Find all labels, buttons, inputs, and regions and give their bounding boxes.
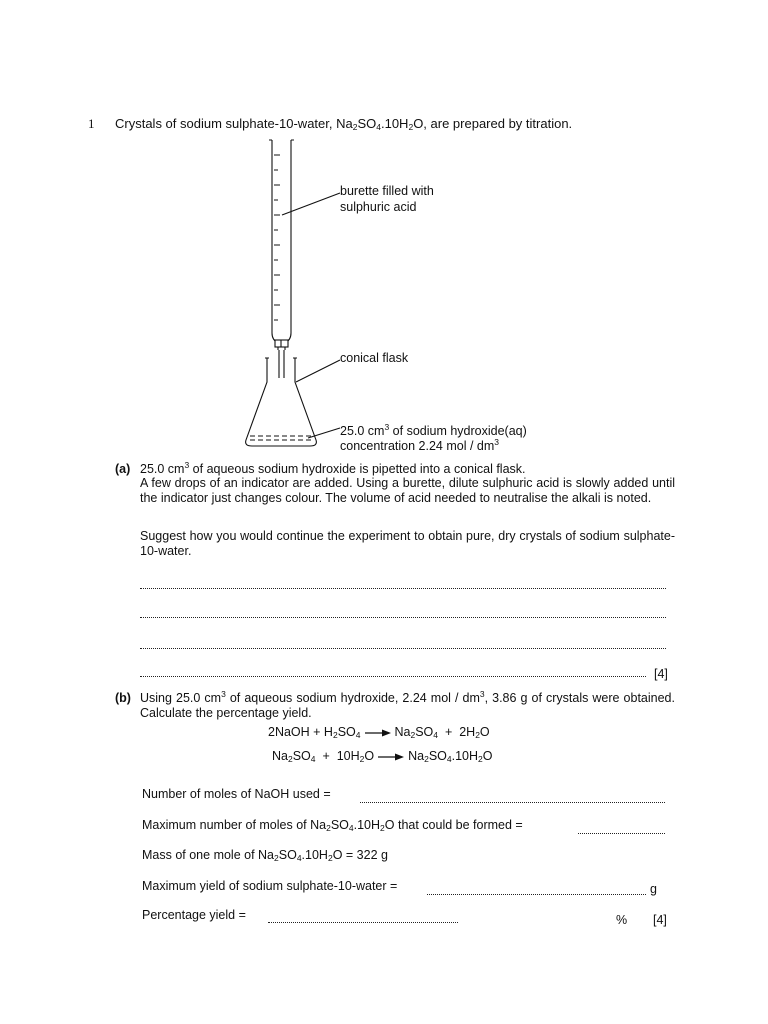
max-moles-answer[interactable] — [578, 833, 665, 834]
naoh-label-line2: concentration 2.24 mol / $dm^3$ — [340, 437, 499, 453]
mass-one-mole: Mass of one mole of $Na_2SO_4.10H_2O = 322$ g — [142, 848, 388, 863]
part-a-marks: [4] — [654, 667, 668, 681]
question-intro: Crystals of sodium sulphate-10-water, $Na_2SO_4.10H_2O$, are prepared by titration. — [115, 116, 573, 132]
part-b-label: (b) — [115, 691, 131, 705]
reaction-arrow-icon — [378, 753, 404, 761]
max-yield-answer[interactable] — [427, 894, 646, 895]
naoh-label-line1: 25.0 $cm^3$ of sodium hydroxide(aq) — [340, 422, 527, 438]
part-a-label: (a) — [115, 462, 131, 476]
max-yield-unit: g — [650, 882, 657, 896]
moles-naoh-answer[interactable] — [360, 802, 665, 803]
answer-line-a2[interactable] — [140, 617, 666, 618]
answer-line-a1[interactable] — [140, 588, 666, 589]
part-b-marks: [4] — [653, 913, 667, 927]
equation-2: $Na_2SO_4 + 10H_2O$ $Na_2SO_4.10H_2O$ — [272, 749, 493, 764]
max-yield-label: Maximum yield of sodium sulphate-10-water = — [142, 879, 398, 893]
question-number: 1 — [88, 116, 95, 131]
percent-yield-label: Percentage yield = — [142, 908, 246, 922]
part-b-question: Using 25.0 $cm^3$ of aqueous sodium hydroxide, 2.24 mol / $dm^3$, 3.86 g of crystals were obtained. Calculate the percentage yield. — [140, 689, 675, 720]
burette-label-line1: burette filled with — [340, 184, 434, 198]
titration-apparatus-diagram — [0, 0, 768, 460]
part-a-line1: 25.0 $cm^3$ of aqueous sodium hydroxide is pipetted into a conical flask. — [140, 460, 526, 476]
answer-line-a3[interactable] — [140, 648, 666, 649]
burette-label-line2: sulphuric acid — [340, 200, 417, 214]
equation-1: 2NaOH + $H_2SO_4$ $Na_2SO_4 + 2H_2O$ — [268, 725, 490, 740]
reaction-arrow-icon — [365, 729, 391, 737]
flask-label: conical flask — [340, 351, 409, 365]
moles-naoh-label: Number of moles of NaOH used = — [142, 787, 331, 801]
answer-line-a4[interactable] — [140, 676, 646, 677]
max-moles-label: Maximum number of moles of $Na_2SO_4.10H_2O$ that could be formed = — [142, 818, 523, 833]
percent-yield-answer[interactable] — [268, 922, 458, 923]
part-a-procedure: A few drops of an indicator are added. Using a burette, dilute sulphuric acid is slowly added until the indicator just changes colour. The volume of acid needed to neutralise the alkali is noted. — [140, 476, 675, 505]
percent-unit: % — [616, 913, 628, 927]
part-a-question: Suggest how you would continue the experiment to obtain pure, dry crystals of sodium sulphate-10-water. — [140, 529, 675, 558]
